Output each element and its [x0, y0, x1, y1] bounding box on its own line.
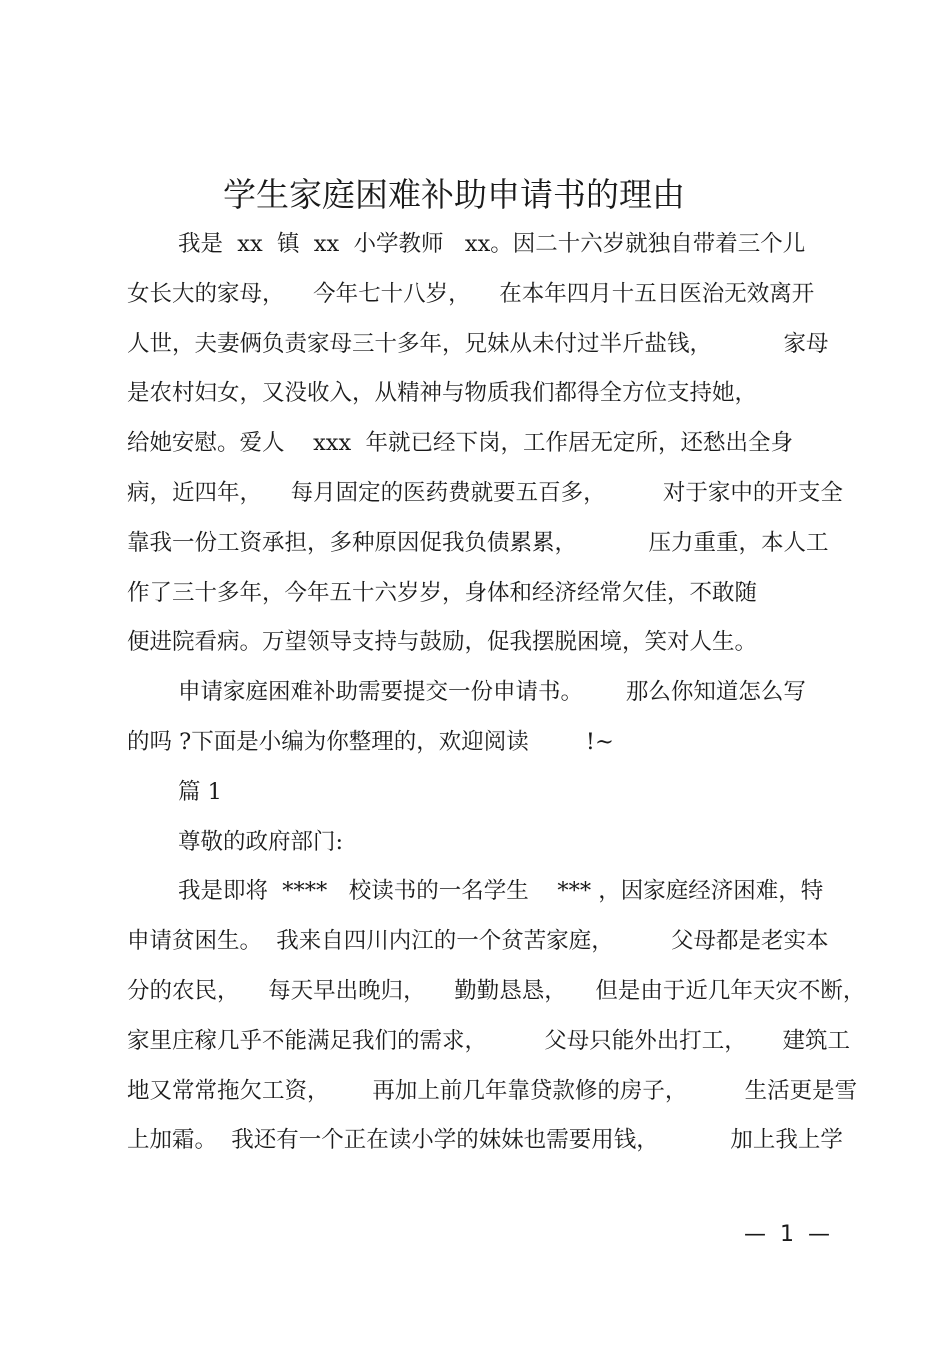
paragraph-line: 我是 xx 镇 xx 小学教师 xx。因二十六岁就独自带着三个儿: [178, 231, 806, 257]
paragraph-line: 靠我一份工资承担，多种原因促我负债累累， 压力重重，本人工: [127, 530, 829, 556]
paragraph-line: 地又常常拖欠工资， 再加上前几年靠贷款修的房子， 生活更是雪: [127, 1078, 858, 1104]
paragraph-line: 作了三十多年，今年五十六岁岁，身体和经济经常欠佳，不敢随: [127, 580, 758, 606]
paragraph-line: 分的农民， 每天早出晚归， 勤勤恳恳， 但是由于近几年天灾不断，: [127, 978, 866, 1004]
paragraph-line: 女长大的家母， 今年七十八岁， 在本年四月十五日医治无效离开: [127, 281, 815, 307]
paragraph-line: 病，近四年， 每月固定的医药费就要五百多， 对于家中的开支全: [127, 480, 843, 506]
paragraph-line: 申请家庭困难补助需要提交一份申请书。 那么你知道怎么写: [178, 679, 806, 705]
paragraph-line: 申请贫困生。 我来自四川内江的一个贫苦家庭， 父母都是老实本: [127, 928, 829, 954]
paragraph-line: 上加霜。 我还有一个正在读小学的妹妹也需要用钱， 加上我上学: [127, 1127, 843, 1153]
paragraph-line: 我是即将 **** 校读书的一名学生 *** ，因家庭经济困难，特: [178, 878, 824, 904]
paragraph-line: 是农村妇女，又没收入，从精神与物质我们都得全方位支持她，: [127, 380, 758, 406]
paragraph-line: 的吗 ?下面是小编为你整理的，欢迎阅读 !~: [127, 729, 614, 755]
salutation: 尊敬的政府部门:: [178, 829, 344, 855]
paragraph-line: 给她安慰。爱人 xxx 年就已经下岗，工作居无定所，还愁出全身: [127, 430, 793, 456]
paragraph-line: 家里庄稼几乎不能满足我们的需求， 父母只能外出打工， 建筑工: [127, 1028, 850, 1054]
page-number: — 1 —: [744, 1222, 830, 1247]
section-heading: 篇 1: [178, 779, 222, 805]
paragraph-line: 人世，夫妻俩负责家母三十多年，兄妹从未付过半斤盐钱， 家母: [127, 331, 829, 357]
document-title: 学生家庭困难补助申请书的理由: [223, 175, 685, 214]
paragraph-line: 便进院看病。万望领导支持与鼓励，促我摆脱困境，笑对人生。: [127, 629, 758, 655]
